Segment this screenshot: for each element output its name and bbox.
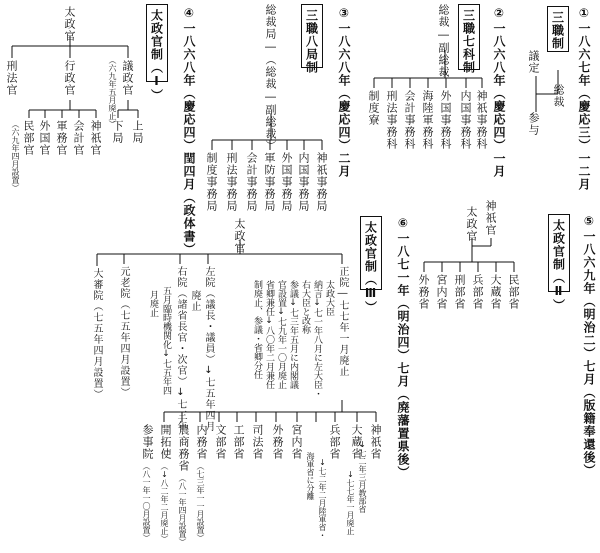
section-2-node: 海陸軍務科: [421, 90, 434, 150]
section-6-top: 太政官: [233, 218, 246, 254]
section-6-ministry: 宮内省: [290, 424, 303, 460]
section-5-node: 大蔵省: [489, 274, 502, 310]
section-3-node: 制度事務局: [205, 152, 218, 212]
section-5-node: 民部省: [507, 274, 520, 310]
section-6-sa-in-end: 廃止: [189, 290, 200, 312]
section-5-top: 神祇官: [484, 200, 497, 236]
section-1-date: 一八六七年（慶応三）一二月: [577, 22, 591, 191]
section-3-node: 内国事務局: [297, 152, 310, 212]
section-5-title: 太政官制（Ⅱ）: [551, 219, 566, 312]
section-4-gisei-node: 下局: [111, 120, 124, 144]
section-6-sei-note: 参議↓七三年五月に内閣議: [288, 280, 298, 389]
section-5-date: 一八六九年（明治二）七月（版籍奉還後）: [582, 230, 596, 477]
section-6-sei-note: 官設置↓七九年一〇月廃止: [276, 280, 286, 389]
section-4-gyosei-node: 外国官: [38, 120, 51, 156]
section-4-top: 太政官: [63, 6, 76, 42]
section-6-ministry: 農商務省: [177, 424, 190, 472]
section-5-title-box: [548, 214, 570, 312]
section-3-node: 刑法事務局: [225, 152, 238, 212]
section-1-top: 総裁: [552, 84, 565, 108]
section-5-node: 宮内省: [435, 274, 448, 310]
section-4-branch-keiho: 刑法官: [5, 60, 18, 96]
section-2-node: 刑法事務科: [385, 90, 398, 150]
section-4-gyosei-node: 会計官: [72, 120, 85, 156]
section-6-ministry-note: （↓八二年二月廃止）: [160, 462, 169, 543]
section-6-ministry: 神祇省: [369, 424, 382, 460]
section-2-top: 総裁―副総裁: [437, 4, 450, 78]
section-2-node: 会計事務科: [403, 90, 416, 150]
section-2-node: 神祇事務科: [475, 90, 488, 150]
section-5-node: 刑部省: [453, 274, 466, 310]
section-3-title: 三職八局制: [304, 9, 319, 74]
section-6-ministry-note: （七三年一一月設置）: [196, 462, 205, 542]
section-4-gisei-note: （六九年五月廃止）: [108, 56, 117, 128]
section-2-number: ②: [492, 6, 506, 21]
section-6-sei-note: 太政大臣: [324, 280, 334, 316]
section-6-ministry: 工部省: [232, 424, 245, 460]
section-6-ministry-note: （八一年四月設置）: [178, 474, 187, 546]
section-6-u-in-note: 月廃止: [148, 290, 158, 317]
section-4-minbu-note: （六九年四月設置）: [11, 120, 20, 192]
section-6-ministry: 司法省: [251, 424, 264, 460]
section-6-sei-note: 省卿兼任↓八〇年二月兼任: [264, 280, 274, 389]
section-3-number: ③: [337, 6, 351, 21]
section-5-node: 兵部省: [471, 274, 484, 310]
section-5-mid: 太政官: [465, 206, 478, 242]
section-4-branch-gyosei: 行政官: [63, 60, 76, 96]
section-6-title-box: [360, 216, 382, 314]
section-6-kaigun-note: 海軍省に分離: [306, 452, 315, 500]
section-2-node: 外国事務科: [439, 90, 452, 150]
section-3-title-box: [301, 4, 323, 74]
section-6-genro: 元老院（七五年四月設置）: [118, 266, 129, 398]
section-6-sei-note: 右大臣と改称: [300, 280, 310, 334]
section-4-gyosei-node: 神祇官: [89, 120, 102, 156]
section-3-node: 会計事務局: [245, 152, 258, 212]
section-6-ministry: 大蔵省: [350, 424, 363, 460]
section-3-date: 一八六八年（慶応四）二月: [337, 22, 351, 178]
section-6-ministry-note: ↓七二年三月教部省: [358, 440, 367, 513]
section-3-node: 神祇事務局: [315, 152, 328, 212]
section-1-node: 議定: [527, 50, 540, 74]
section-6-date: 一八七一年（明治四）七月（廃藩置県後）: [396, 232, 410, 479]
section-6-ministry: 兵部省: [328, 424, 341, 460]
section-2-node: 内国事務科: [459, 90, 472, 150]
section-4-title-box: [146, 4, 168, 102]
section-6-kyobu-note: ↓七七年一月廃止: [346, 470, 355, 535]
section-4-title: 太政官制（Ⅰ）: [149, 9, 164, 102]
section-4-branch-gisei: 議政官: [121, 60, 134, 96]
section-2-node: 制度寮: [367, 90, 380, 126]
section-4-date: 一八六八年（慶応四）閏四月（政体書）: [182, 22, 196, 256]
section-2-title-box: [458, 4, 480, 74]
section-3-top: 総裁局―（総裁―副総裁）: [264, 4, 277, 152]
section-5-node: 外務省: [417, 274, 430, 310]
section-4-number: ④: [182, 6, 196, 21]
section-6-u-in-note: 五月臨時機関化↓七五年四: [161, 286, 171, 395]
section-6-ministry-note: （八一年一〇月設置）: [142, 462, 151, 542]
section-6-ministry: 内務省: [195, 424, 208, 460]
section-2-title: 三職七科制: [461, 9, 476, 74]
section-5-number: ⑤: [582, 214, 596, 229]
section-6-title: 太政官制（Ⅲ）: [363, 221, 378, 314]
section-3-node: 外国事務局: [280, 152, 293, 212]
section-6-daishin: 大審院（七五年四月設置）: [91, 268, 102, 400]
section-6-ministry: 文部省: [214, 424, 227, 460]
section-4-gyosei-node: 民部官: [22, 120, 35, 156]
section-6-number: ⑥: [396, 216, 410, 231]
section-1-node: 参与: [527, 112, 540, 136]
section-6-ministry: 外務省: [271, 424, 284, 460]
section-1-title-box: [547, 6, 569, 52]
section-4-gyosei-node: 軍務官: [55, 120, 68, 156]
section-6-sa-in: 左院（議長・議員）↓七五年四月: [203, 266, 214, 432]
section-6-u-in: 右院（諸省長官・次官）↓七三年: [175, 266, 186, 432]
section-6-ministry: 開拓使: [159, 424, 172, 460]
section-6-ministry: 参事院: [141, 424, 154, 460]
section-4-gisei-node: 上局: [131, 120, 144, 144]
section-6-ministry-note: ↓七二年二月陸軍省・: [318, 458, 327, 539]
section-3-node: 軍防事務局: [263, 152, 276, 212]
section-1-number: ①: [577, 6, 591, 21]
section-6-sei-note: 納言↓七一年八月に左大臣・: [312, 280, 322, 398]
section-2-date: 一八六八年（慶応四）一月: [492, 22, 506, 178]
section-6-sei-note: 制廃止、参議・省卿分任: [252, 280, 262, 379]
section-1-title: 三職制: [550, 11, 565, 50]
section-6-sei-in: 正院―七七年一月廃止: [337, 266, 348, 377]
